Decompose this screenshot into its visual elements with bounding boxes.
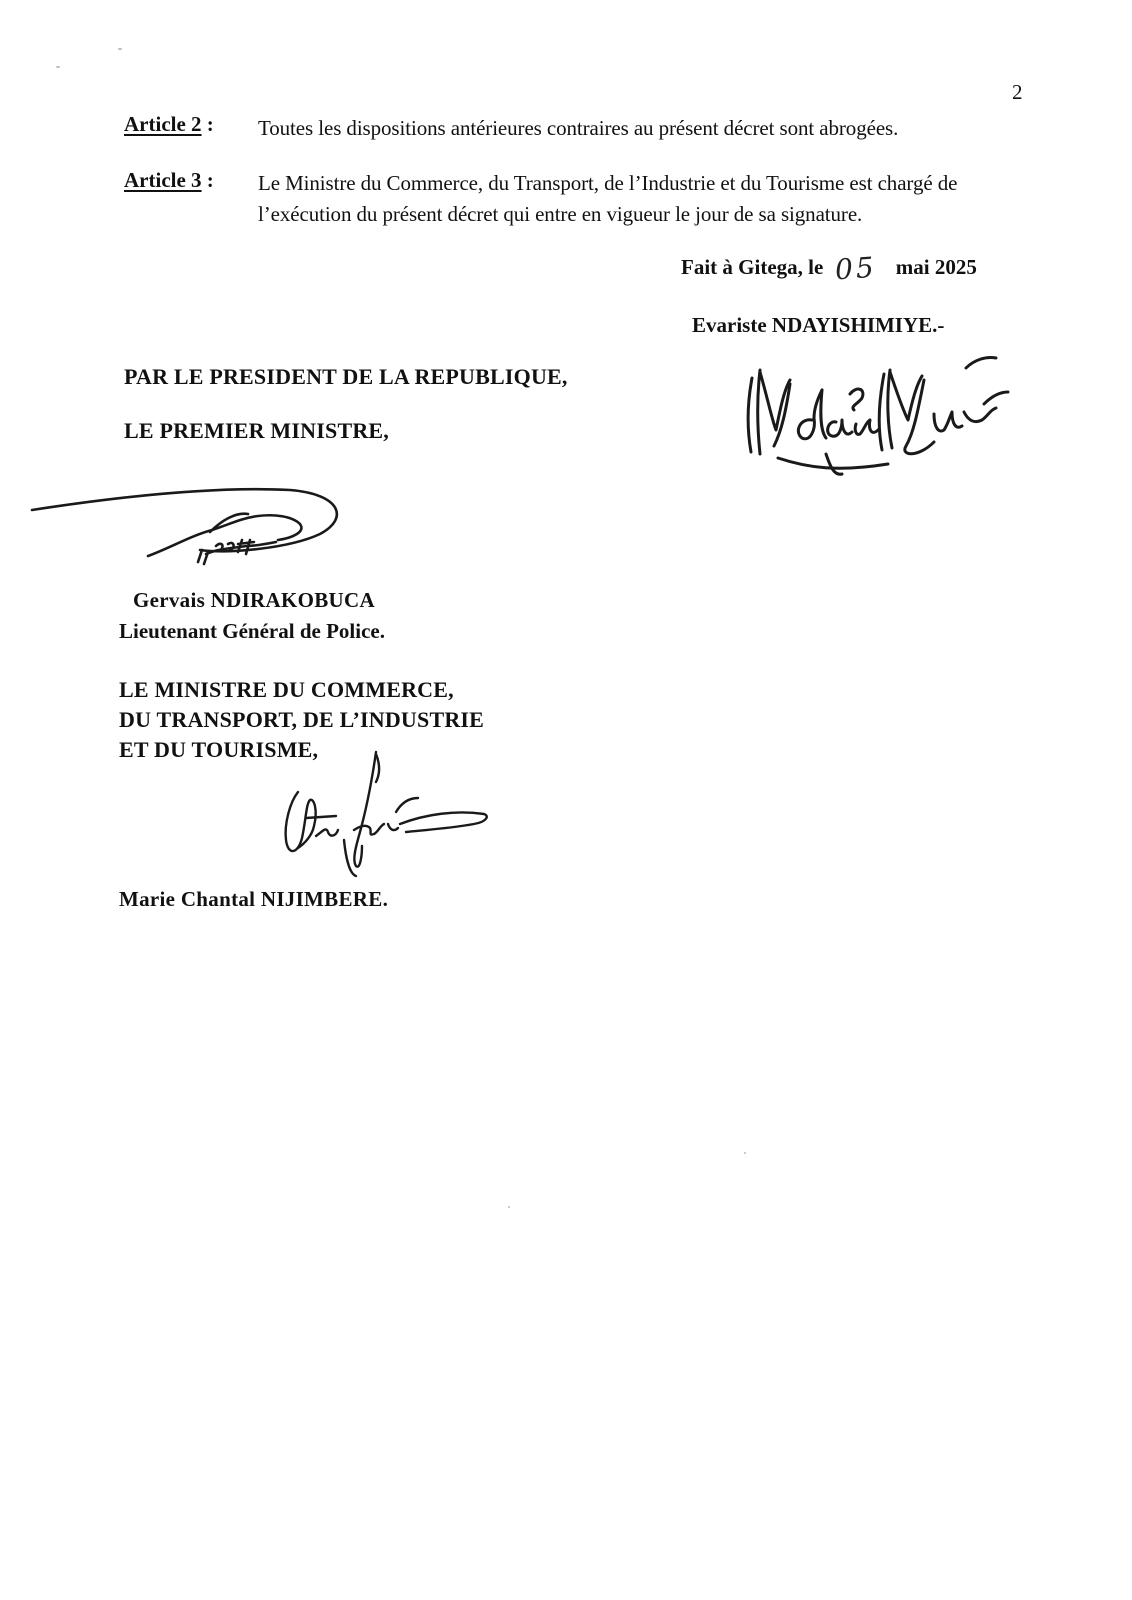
- prime-minister-signature: [30, 478, 360, 593]
- scan-speck: [508, 1206, 510, 1208]
- prime-minister-name: Gervais NDIRAKOBUCA: [133, 588, 375, 612]
- minister-signature: [276, 740, 496, 885]
- scan-speck: [56, 66, 60, 68]
- article-3-label: Article 3: [124, 168, 202, 192]
- minister-title-line-2: DU TRANSPORT, DE L’INDUSTRIE: [119, 707, 485, 732]
- article-3-heading: [124, 168, 214, 193]
- scan-speck: [118, 48, 122, 50]
- article-2-colon: :: [201, 112, 214, 136]
- countersign-heading-president: PAR LE PRESIDENT DE LA REPUBLIQUE,: [124, 364, 568, 389]
- scan-speck: [744, 1152, 746, 1154]
- president-signature-drawing: [738, 350, 1008, 485]
- minister-title-line-3: ET DU TOURISME,: [119, 737, 319, 762]
- minister-signature-drawing: [276, 740, 496, 880]
- date-line: [681, 250, 977, 287]
- handwritten-day-text: 05: [833, 250, 878, 287]
- prime-minister-rank: Lieutenant Général de Police.: [119, 619, 385, 643]
- president-signature: [738, 350, 1008, 490]
- article-2-text: Toutes les dispositions antérieures contraires au présent décret sont abrogées.: [258, 116, 899, 140]
- article-2-heading: [124, 112, 214, 137]
- article-2-label: Article 2: [124, 112, 202, 136]
- prime-minister-signature-drawing: [30, 478, 360, 588]
- minister-title-line-1: LE MINISTRE DU COMMERCE,: [119, 677, 454, 702]
- minister-name: Marie Chantal NIJIMBERE.: [119, 887, 389, 911]
- countersign-heading-pm: LE PREMIER MINISTRE,: [124, 418, 389, 443]
- president-name: Evariste NDAYISHIMIYE.-: [692, 313, 945, 337]
- article-3-colon: :: [201, 168, 214, 192]
- date-month-year: mai 2025: [895, 255, 977, 279]
- page-number: 2: [1012, 80, 1023, 104]
- article-3-text: Le Ministre du Commerce, du Transport, de l’Industrie et du Tourisme est chargé de l’exécution du présent décret qui entre en vigueur le jour de sa signature.: [258, 171, 958, 226]
- date-place-prefix: Fait à Gitega, le: [681, 255, 824, 279]
